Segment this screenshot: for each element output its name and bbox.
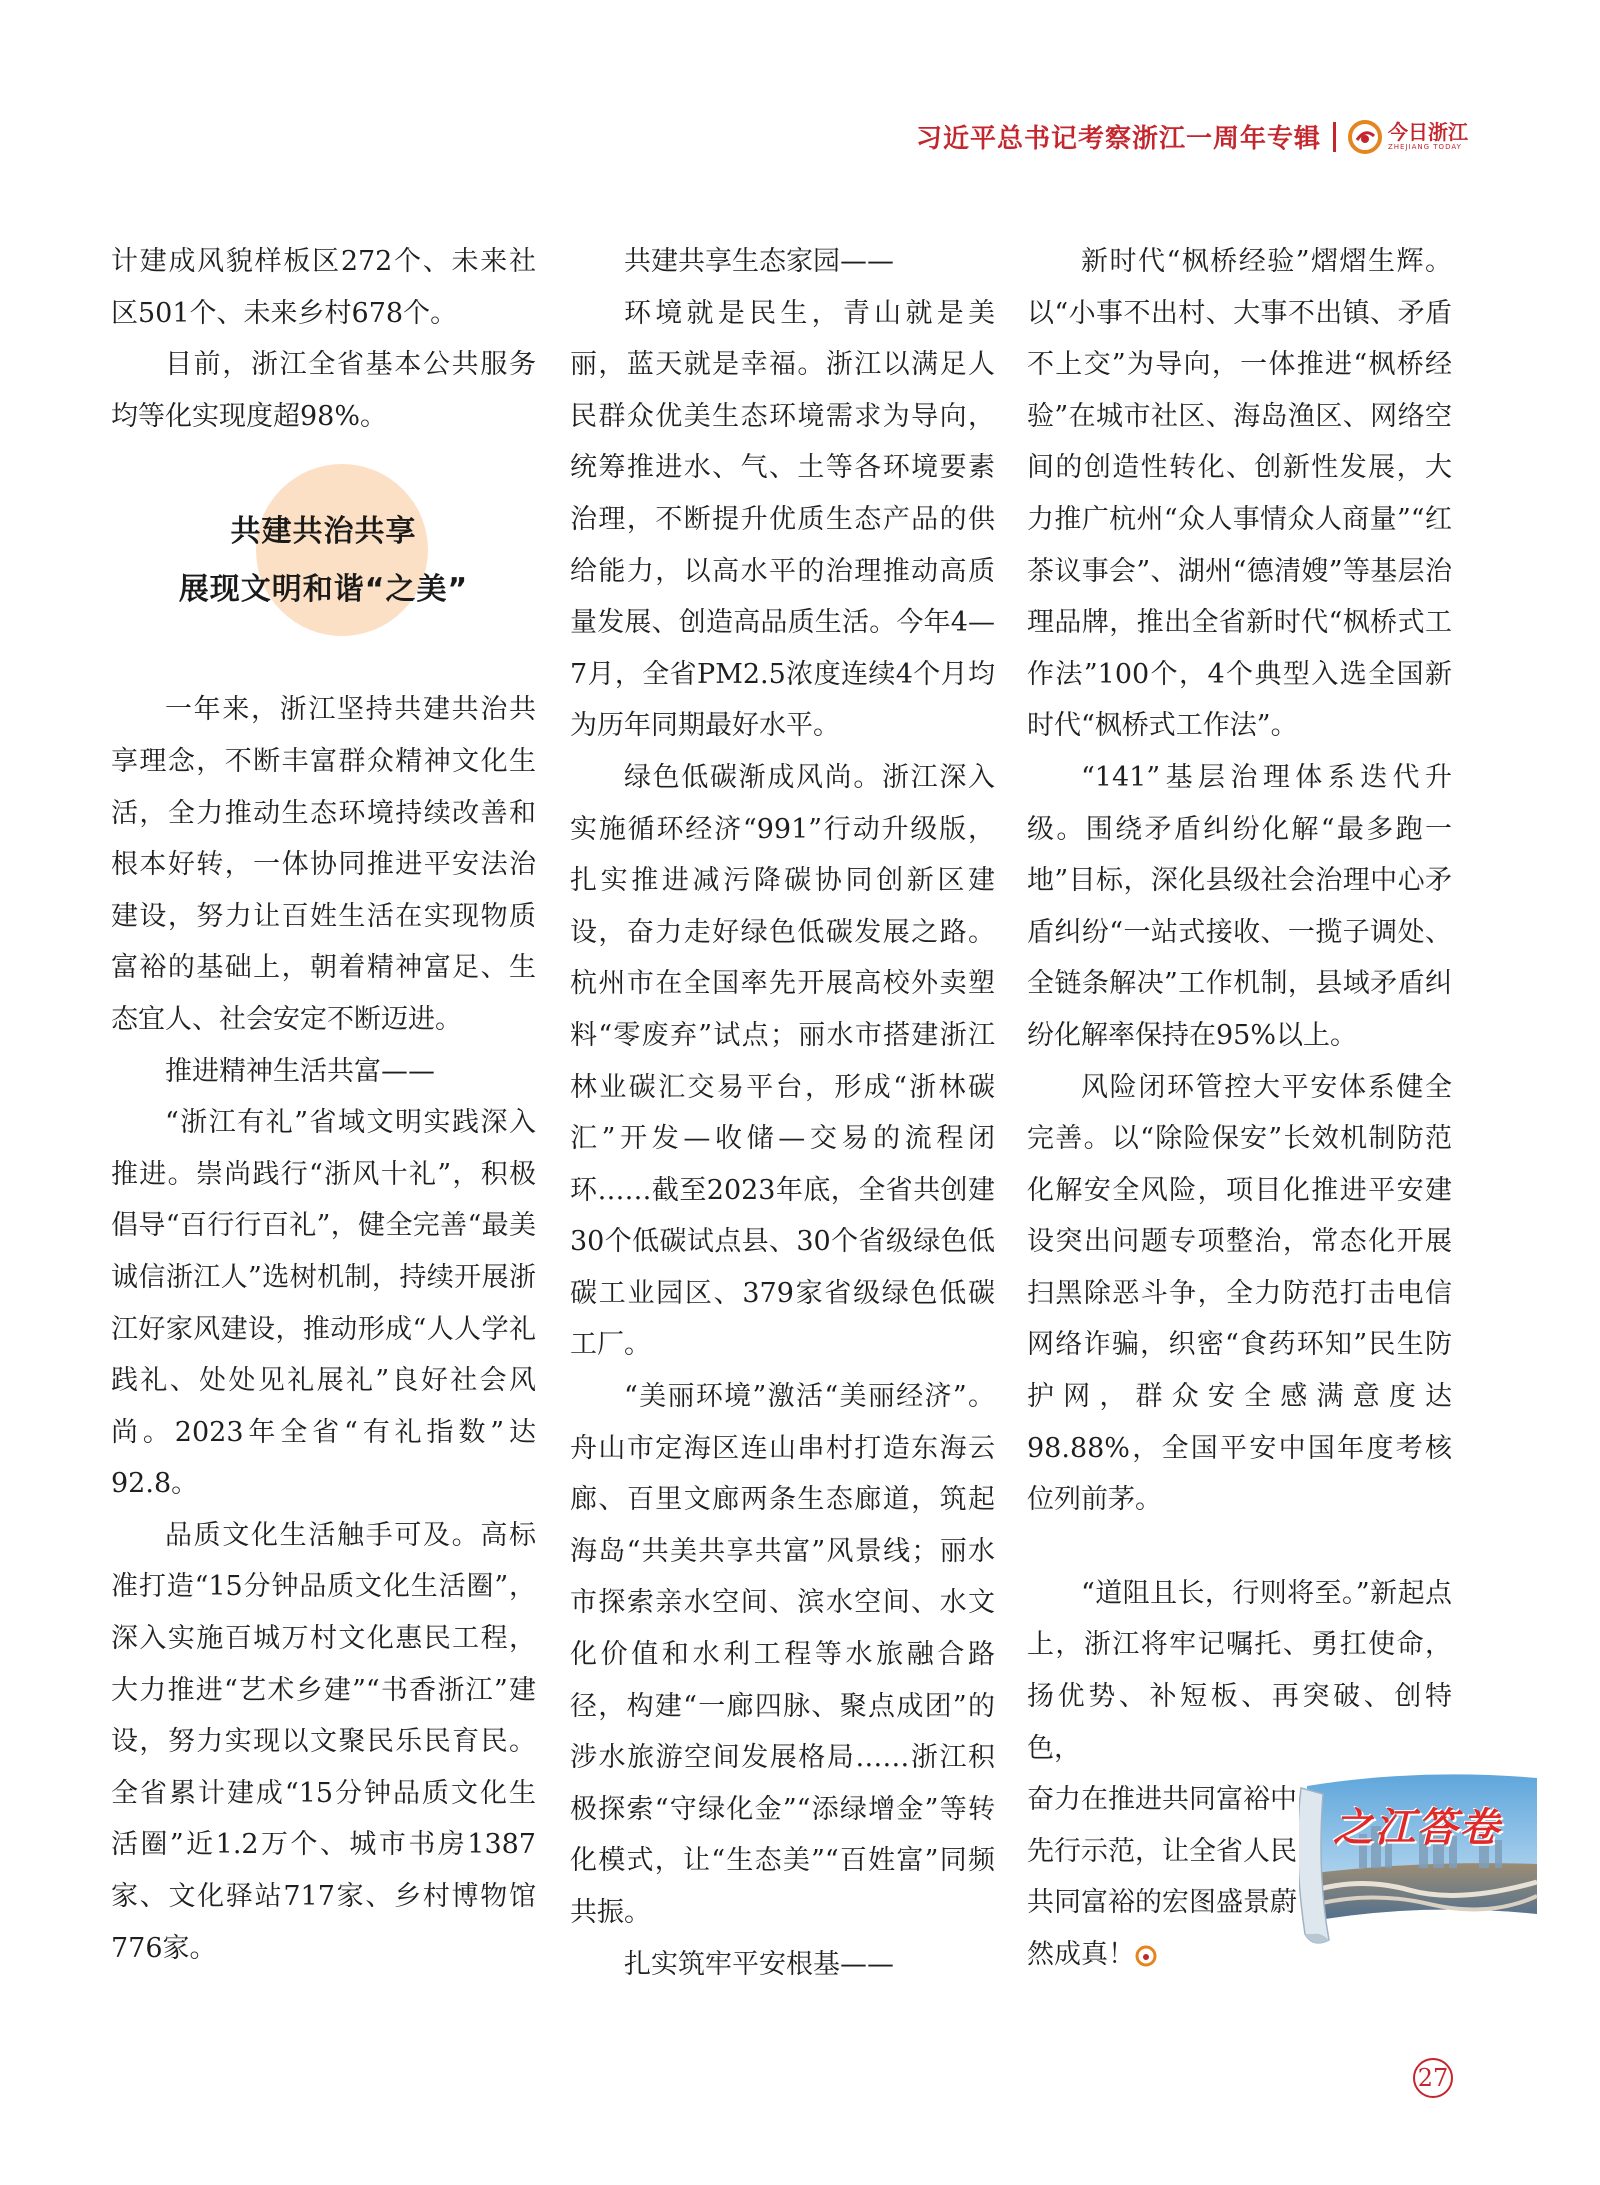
spacer — [1027, 1526, 1452, 1568]
paragraph: 目前，浙江全省基本公共服务均等化实现度超98%。 — [111, 349, 536, 432]
paragraph-closing — [1027, 1774, 1297, 1980]
paragraph: 一年来，浙江坚持共建共治共享理念，不断丰富群众精神文化生活，全力推动生态环境持续改善和根本好转，一体协同推进平安法治建设，努力让百姓生活在实现物质富裕的基础上，朝着精神富足、生态宜人、社会安定不断迈进。 — [111, 694, 536, 1035]
header-divider — [1333, 122, 1336, 152]
column-2 — [570, 236, 995, 1990]
banner-illustration — [1299, 1764, 1544, 1948]
paragraph: “美丽环境”激活“美丽经济”。舟山市定海区连山串村打造东海云廊、百里文廊两条生态廊道，筑起海岛“共美共享共富”风景线；丽水市探索亲水空间、滨水空间、水文化价值和水利工程等水旅融合路径，构建“一廊四脉、聚点成团”的涉水旅游空间发展格局……浙江积极探索“守绿化金”“添绿增金”等转化模式，让“生态美”“百姓富”同频共振。 — [570, 1381, 995, 1928]
column-3 — [1027, 236, 1501, 1981]
magazine-logo-icon — [1348, 120, 1382, 154]
logo-chinese-name: 今日浙江 — [1388, 120, 1468, 144]
section-heading-line-1: 共建共治共享 — [230, 514, 417, 550]
paragraph: 环境就是民生，青山就是美丽，蓝天就是幸福。浙江以满足人民群众优美生态环境需求为导向，统筹推进水、气、土等各环境要素治理，不断提升优质生态产品的供给能力，以高水平的治理推动高质量发展、创造高品质生活。今年4—7月，全省PM2.5浓度连续4个月均为历年同期最好水平。 — [570, 297, 995, 742]
magazine-logo — [1348, 120, 1468, 154]
paragraph: “道阻且长，行则将至。”新起点上，浙江将牢记嘱托、勇扛使命，扬优势、补短板、再突破、创特色， — [1027, 1577, 1452, 1764]
paragraph: 绿色低碳渐成风尚。浙江深入实施循环经济“991”行动升级版，扎实推进减污降碳协同创新区建设，奋力走好绿色低碳发展之路。杭州市在全国率先开展高校外卖塑料“零废弃”试点；丽水市搭建浙江林业碳汇交易平台，形成“浙林碳汇”开发—收储—交易的流程闭环……截至2023年底，全省共创建30个低碳试点县、30个省级绿色低碳工业园区、379家省级绿色低碳工厂。 — [570, 761, 995, 1361]
subsection-lead: 共建共享生态家园—— — [624, 246, 894, 277]
paragraph: “141”基层治理体系迭代升级。围绕矛盾纠纷化解“最多跑一地”目标，深化县级社会治理中心矛盾纠纷“一站式接收、一揽子调处、全链条解决”工作机制，县域矛盾纠纷化解率保持在95%以上。 — [1027, 761, 1452, 1051]
paragraph: 风险闭环管控大平安体系健全完善。以“除险保安”长效机制防范化解安全风险，项目化推进平安建设突出问题专项整治，常态化开展扫黑除恶斗争，全力防范打击电信网络诈骗，织密“食药环知”民生防护网，群众安全感满意度达98.88%，全国平安中国年度考核位列前茅。 — [1027, 1071, 1452, 1516]
subsection-lead: 扎实筑牢平安根基—— — [624, 1948, 894, 1980]
special-issue-title: 习近平总书记考察浙江一周年专辑 — [915, 124, 1321, 154]
paragraph: 新时代“枫桥经验”熠熠生辉。以“小事不出村、大事不出镇、矛盾不上交”为导向，一体推进“枫桥经验”在城市社区、海岛渔区、网络空间的创造性转化、创新性发展，大力推广杭州“众人事情众人商量”“红茶议事会”、湖州“德清嫂”等基层治理品牌，推出全省新时代“枫桥式工作法”100个，4个典型入选全国新时代“枫桥式工作法”。 — [1027, 246, 1452, 742]
section-heading — [111, 464, 536, 654]
subsection-lead: 推进精神生活共富—— — [165, 1055, 435, 1087]
column-1 — [111, 236, 536, 1974]
section-heading-line-2: 展现文明和谐“之美” — [178, 572, 469, 608]
logo-english-name: ZHEJIANG TODAY — [1388, 143, 1462, 151]
paragraph: 计建成风貌样板区272个、未来社区501个、未来乡村678个。 — [111, 246, 536, 329]
closing-text: 奋力在推进共同富裕中先行示范，让全省人民共同富裕的宏图盛景蔚然成真！ — [1027, 1784, 1297, 1970]
page-number: 27 — [1413, 2058, 1453, 2098]
page-header — [916, 118, 1468, 155]
paragraph: “浙江有礼”省域文明实践深入推进。崇尚践行“浙风十礼”，积极倡导“百行行百礼”，健全完善“最美诚信浙江人”选树机制，持续开展浙江好家风建设，推动形成“人人学礼践礼、处处见礼展礼”良好社会风尚。2023年全省“有礼指数”达92.8。 — [111, 1107, 536, 1500]
closing-block — [1027, 1568, 1501, 1981]
section-heading-background — [256, 464, 428, 636]
banner-title: 之江答卷 — [1333, 1803, 1501, 1851]
paragraph: 品质文化生活触手可及。高标准打造“15分钟品质文化生活圈”，深入实施百城万村文化惠民工程，大力推进“艺术乡建”“书香浙江”建设，努力实现以文聚民乐民育民。全省累计建成“15分钟品质文化生活圈”近1.2万个、城市书房1387家、文化驿站717家、乡村博物馆776家。 — [111, 1519, 536, 1964]
zhijiang-banner — [1299, 1764, 1544, 1948]
end-mark-icon — [1135, 1945, 1157, 1967]
